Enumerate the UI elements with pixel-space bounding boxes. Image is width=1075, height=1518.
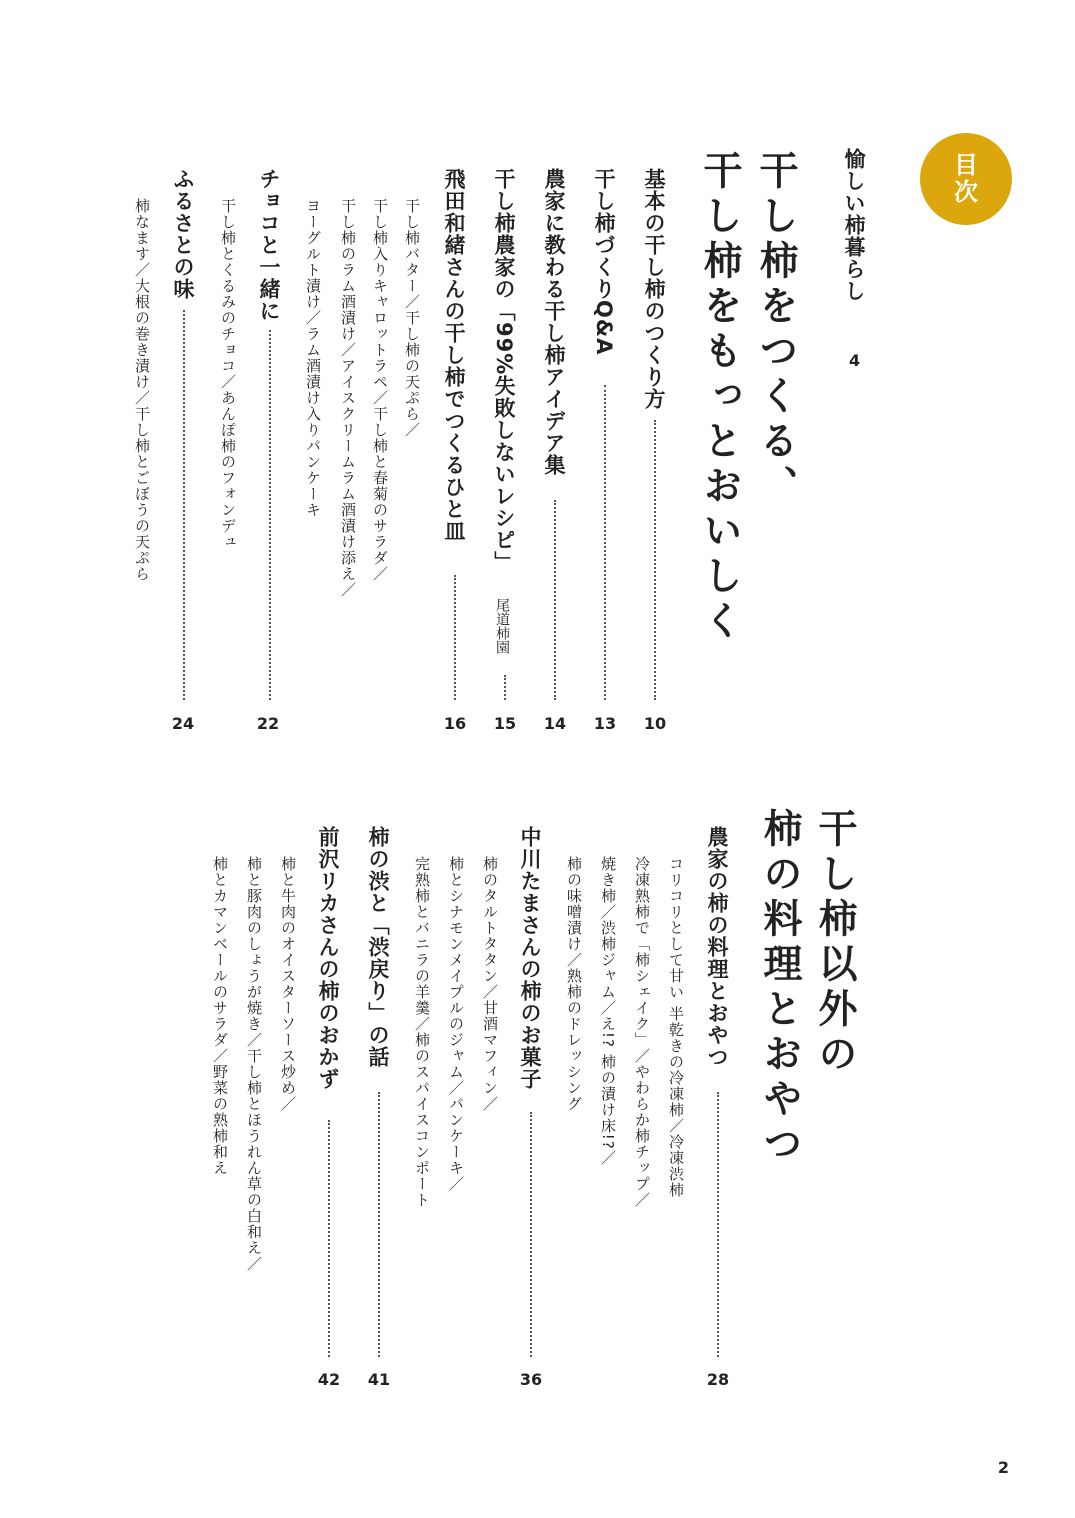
toc-sub-item: ヨーグルト漬け／ラム酒漬け入りパンケーキ bbox=[304, 198, 322, 518]
toc-entry-note: 尾道柿園 bbox=[494, 598, 510, 654]
toc-entry-title[interactable]: 柿の渋と「渋戻り」の話 bbox=[366, 826, 390, 1068]
toc-sub-item: 柿とシナモンメイプルのジャム／パンケーキ／ bbox=[447, 856, 465, 1192]
badge-char-1: 目 bbox=[954, 151, 978, 180]
toc-page-number: 14 bbox=[543, 714, 567, 733]
toc-entry-title[interactable]: 農家の柿の料理とおやつ bbox=[705, 826, 729, 1068]
leader-dots bbox=[530, 1112, 532, 1357]
toc-entry-title[interactable]: 基本の干し柿のつくり方 bbox=[642, 168, 666, 410]
contents-badge bbox=[920, 133, 1012, 225]
toc-entry-title[interactable]: ふるさとの味 bbox=[171, 168, 195, 300]
toc-sub-item: 干し柿とくるみのチョコ／あんぽ柿のフォンデュ bbox=[219, 198, 237, 550]
toc-sub-item: 焼き柿／渋柿ジャム／え!? 柿の漬け床!?／ bbox=[599, 856, 617, 1166]
leader-dots bbox=[654, 420, 656, 700]
part2-title-line2: 柿の料理とおやつ bbox=[757, 808, 803, 1168]
toc-sub-item: 柿なます／大根の巻き漬け／干し柿とごぼうの天ぷら bbox=[133, 198, 151, 582]
leader-dots bbox=[554, 500, 556, 700]
toc-sub-item: 柿の味噌漬け／熟柿のドレッシング bbox=[565, 856, 583, 1112]
page-number: 2 bbox=[997, 1458, 1009, 1477]
toc-sub-item: 干し柿のラム酒漬け／アイスクリームラム酒漬け添え／ bbox=[339, 198, 357, 598]
toc-sub-item: 干し柿バター／干し柿の天ぷら／ bbox=[403, 198, 421, 438]
leader-dots bbox=[604, 385, 606, 700]
leader-dots bbox=[717, 1092, 719, 1357]
toc-sub-item: 冷凍熟柿で「柿シェイク」／やわらか柿チップ／ bbox=[633, 856, 651, 1208]
toc-page-number: 36 bbox=[519, 1370, 543, 1389]
toc-page-number: 22 bbox=[256, 714, 280, 733]
toc-entry-title[interactable]: 前沢リカさんの柿のおかず bbox=[316, 826, 340, 1090]
part2-title-line1: 干し柿以外の bbox=[812, 808, 858, 1078]
badge-char-2: 次 bbox=[954, 178, 978, 206]
toc-entry-title[interactable]: 農家に教わる干し柿アイデア集 bbox=[542, 168, 566, 476]
toc-sub-item: 柿と牛肉のオイスターソース炒め／ bbox=[279, 856, 297, 1112]
toc-sub-item: 柿と豚肉のしょうが焼き／干し柿とほうれん草の白和え／ bbox=[245, 856, 263, 1272]
toc-page-number: 13 bbox=[593, 714, 617, 733]
toc-page-number: 10 bbox=[643, 714, 667, 733]
toc-entry-title[interactable]: 飛田和緒さんの干し柿でつくるひと皿 bbox=[442, 168, 466, 542]
leader-dots bbox=[328, 1120, 330, 1357]
part1-title-line2: 干し柿をもっとおいしく bbox=[697, 150, 743, 645]
toc-page-number: 15 bbox=[493, 714, 517, 733]
toc-page-number: 24 bbox=[171, 714, 195, 733]
leader-dots bbox=[269, 330, 271, 700]
toc-sub-item: 柿とカマンベールのサラダ／野菜の熟柿和え bbox=[211, 856, 229, 1176]
toc-entry-title[interactable]: チョコと一緒に bbox=[257, 168, 281, 322]
toc-entry-title[interactable]: 干し柿農家の「99%失敗しないレシピ」 bbox=[492, 168, 516, 574]
leader-dots bbox=[378, 1092, 380, 1357]
toc-page-number: 42 bbox=[317, 1370, 341, 1389]
toc-sub-item: 柿のタルトタタン／甘酒マフィン／ bbox=[481, 856, 499, 1112]
toc-page-number: 16 bbox=[443, 714, 467, 733]
leader-dots bbox=[183, 310, 185, 700]
leader-dots bbox=[504, 675, 506, 700]
toc-page-number: 41 bbox=[367, 1370, 391, 1389]
toc-sub-item: コリコリとして甘い 半乾きの冷凍柿／冷凍渋柿 bbox=[667, 856, 685, 1198]
toc-entry-title[interactable]: 干し柿づくりQ&A bbox=[592, 168, 616, 356]
toc-page-number: 28 bbox=[706, 1370, 730, 1389]
intro-page: 4 bbox=[849, 351, 861, 370]
intro-title[interactable]: 愉しい柿暮らし bbox=[842, 148, 866, 302]
part1-title-line1: 干し柿をつくる、 bbox=[753, 150, 799, 510]
toc-entry-title[interactable]: 中川たまさんの柿のお菓子 bbox=[518, 826, 542, 1090]
leader-dots bbox=[454, 575, 456, 700]
toc-sub-item: 干し柿入りキャロットラペ／干し柿と春菊のサラダ／ bbox=[371, 198, 389, 582]
toc-sub-item: 完熟柿とバニラの羊羹／柿のスパイスコンポート bbox=[413, 856, 431, 1208]
